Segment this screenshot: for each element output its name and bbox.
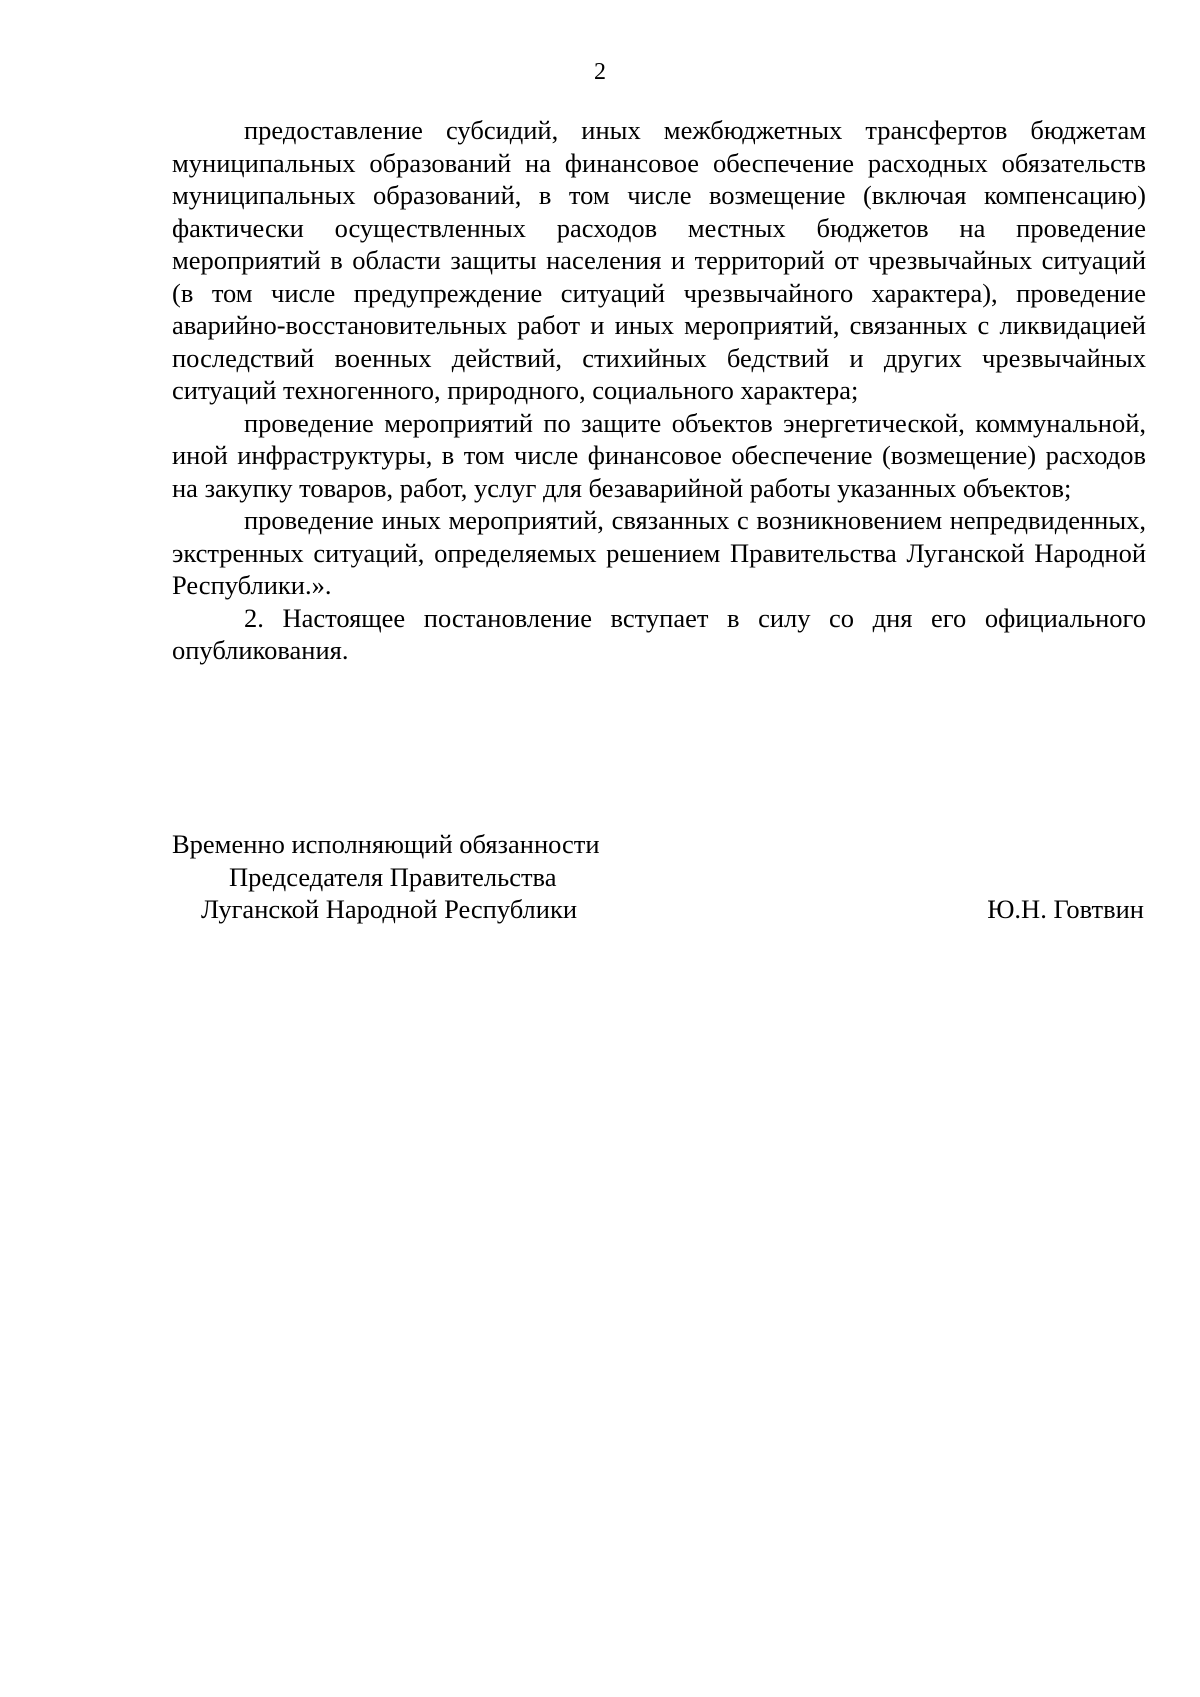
signer-title-line-2: Председателя Правительства	[229, 861, 557, 892]
signer-title-line-3-row	[172, 893, 1146, 926]
paragraph-effective-date: 2. Настоящее постановление вступает в силу со дня его официального опубликования.	[172, 602, 1146, 665]
signer-title-line-3: Луганской Народной Республики	[201, 894, 578, 924]
paragraph-infrastructure: проведение мероприятий по защите объектов энергетической, коммунальной, иной инфраструктуры, в том числе финансовое обеспечение (возмещение) расходов на закупку товаров, работ, услуг для безаварийной работы указанных объектов;	[172, 407, 1146, 503]
document-body	[172, 114, 1146, 667]
signer-title-line-1: Временно исполняющий обязанности	[172, 829, 600, 859]
signer-name: Ю.Н. Говтвин	[987, 894, 1144, 924]
signature-block	[172, 828, 1146, 926]
paragraph-emergency-measures: проведение иных мероприятий, связанных с возникновением непредвиденных, экстренных ситуаций, определяемых решением Правительства Луганской Народной Республики.».	[172, 505, 1146, 600]
page-number: 2	[594, 59, 606, 85]
paragraph-subsidies: предоставление субсидий, иных межбюджетных трансфертов бюджетам муниципальных образований на финансовое обеспечение расходных обязательств муниципальных образований, в том числе возмещение (включая компенсацию) фактически осуществленных расходов местных бюджетов на проведение мероприятий в области защиты населения и территорий от чрезвычайных ситуаций (в том числе предупреждение ситуаций чрезвычайного характера), проведение аварийно-восстановительных работ и иных мероприятий, связанных с ликвидацией последствий военных действий, стихийных бедствий и других чрезвычайных ситуаций техногенного, природного, социального характера;	[172, 115, 1146, 405]
